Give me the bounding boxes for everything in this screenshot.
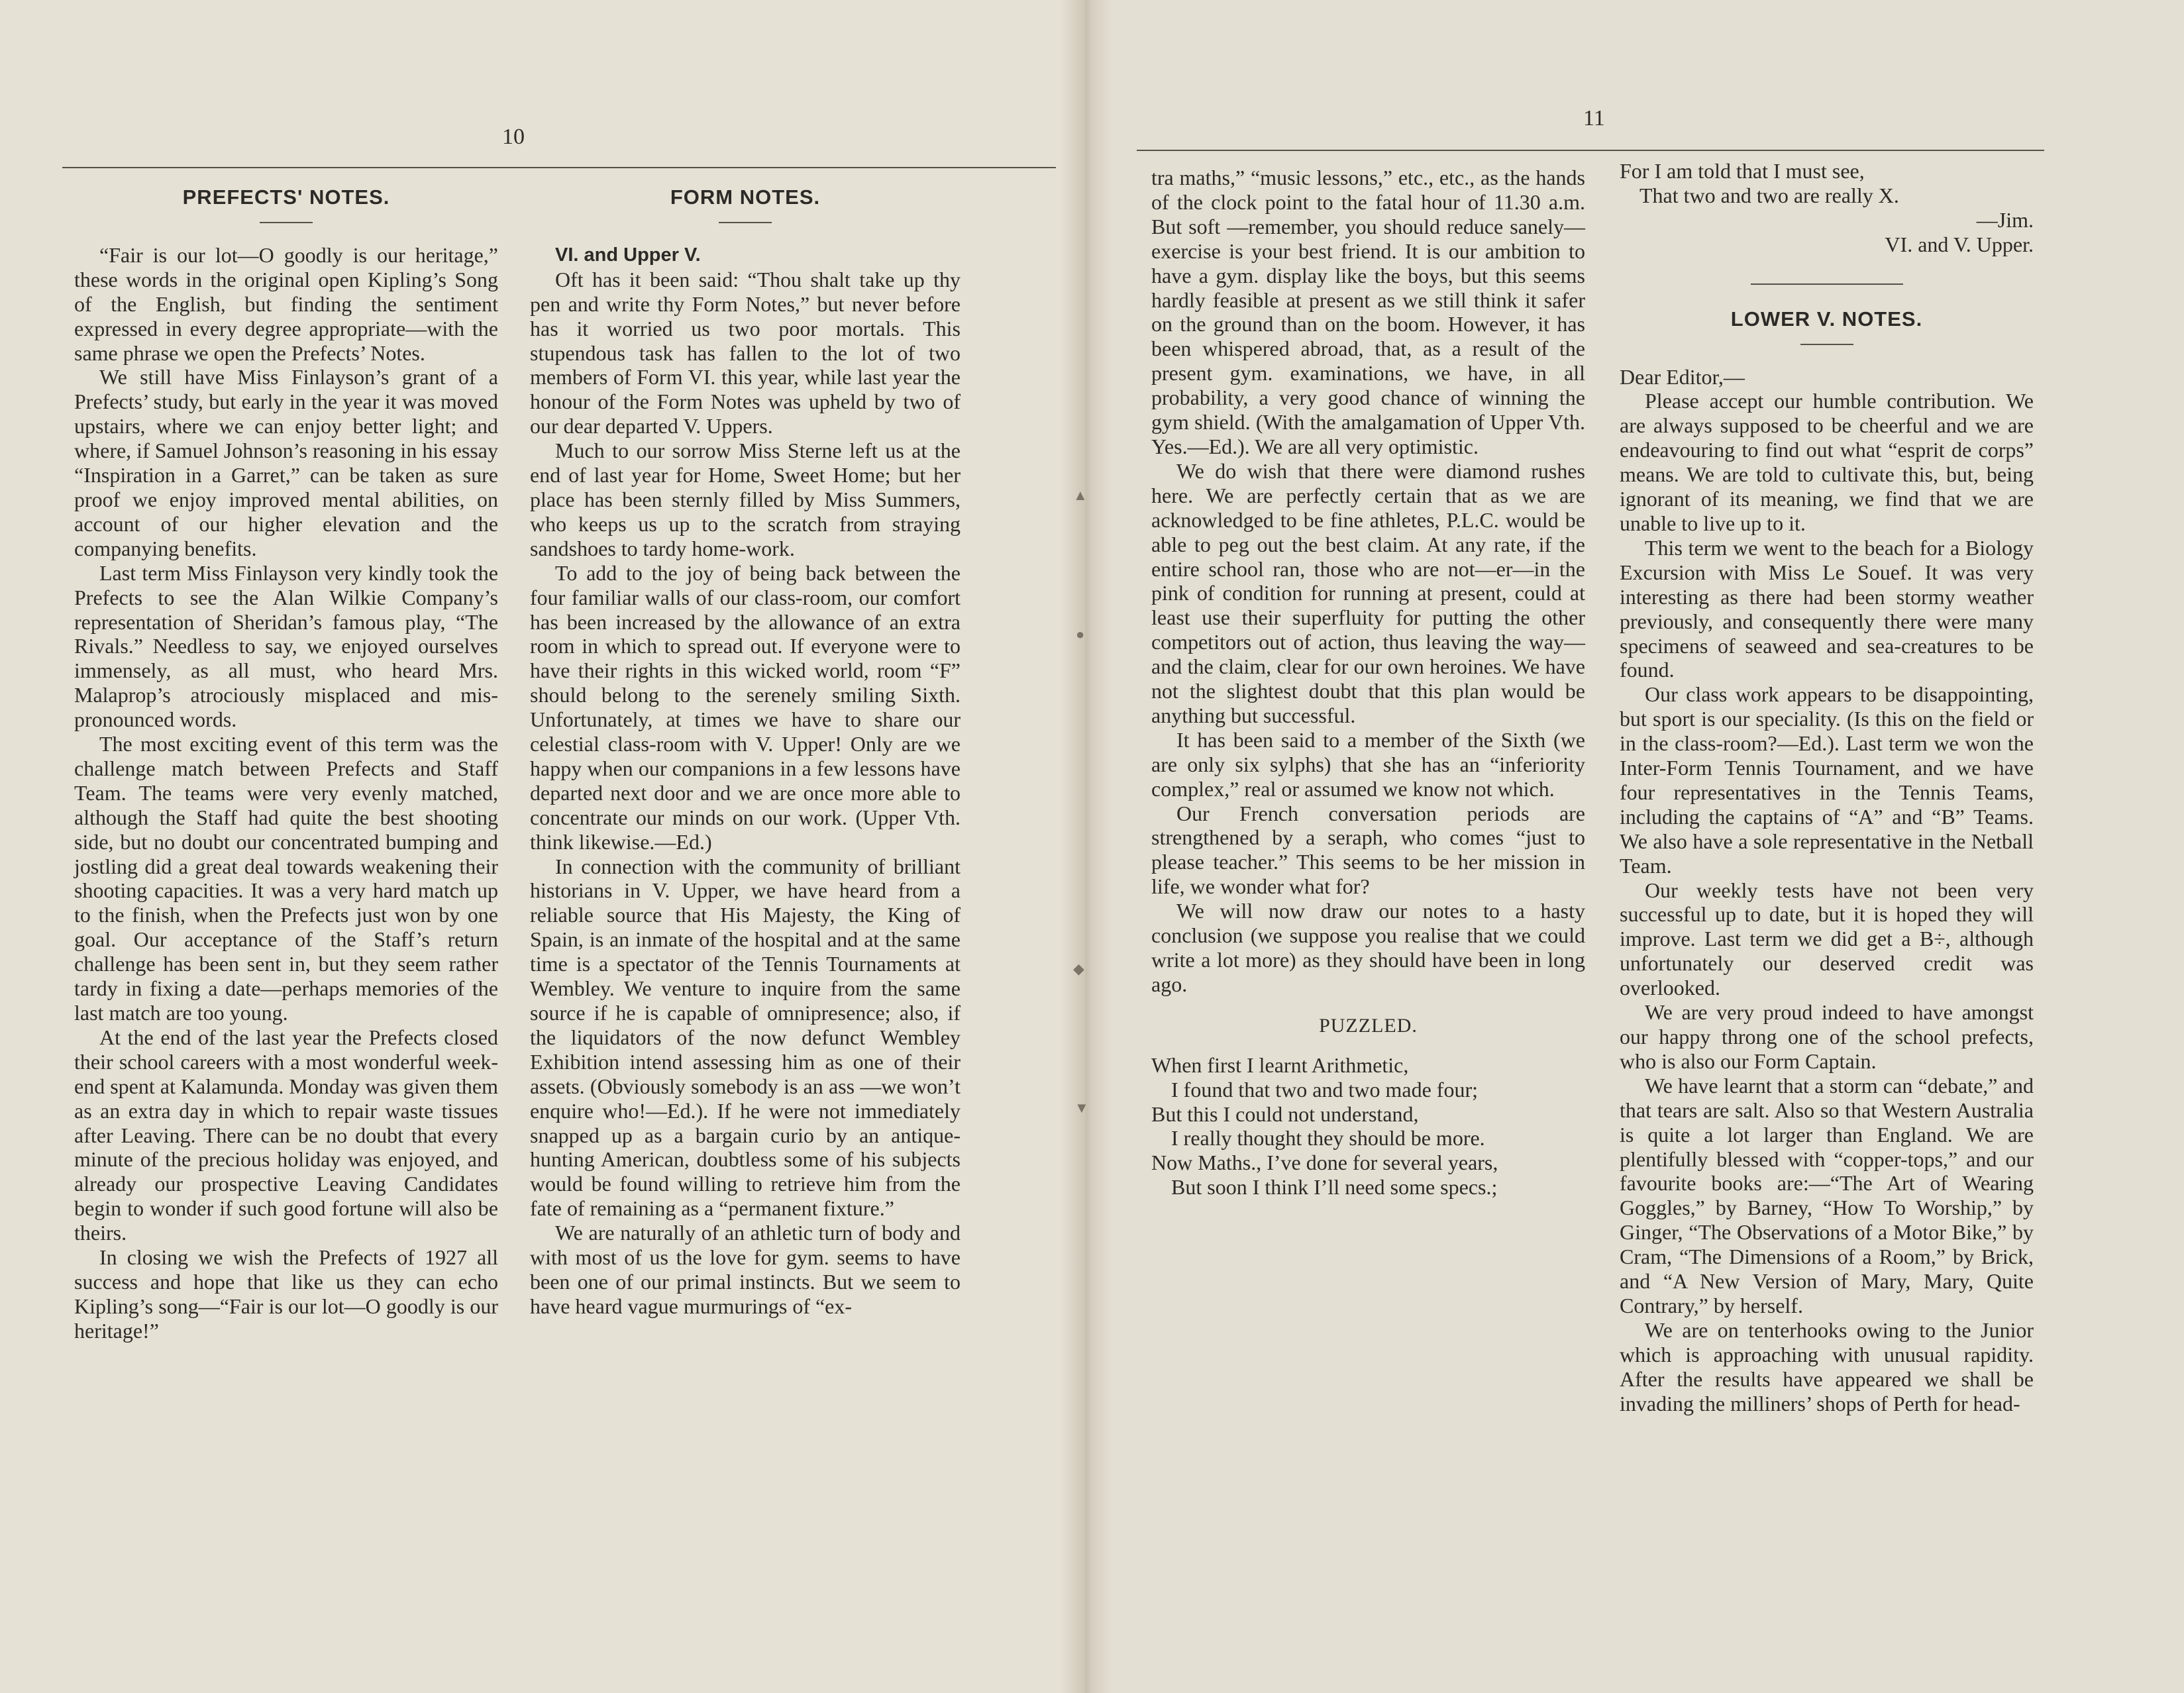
binding-mark: ◆ <box>1073 960 1084 977</box>
poem-line: But soon I think I’ll need some specs.; <box>1171 1175 1498 1200</box>
salutation: Dear Editor,— <box>1620 364 1745 389</box>
form-paragraph: We will now draw our notes to a hasty conclusion (we suppose you realise that we could write a lot more) as they should have been in long ago. <box>1151 899 1585 996</box>
right-column-2 <box>1620 159 2034 1416</box>
binding-mark: ● <box>1076 626 1085 642</box>
poem-line: I really thought they should be more. <box>1171 1126 1485 1151</box>
poem-continued <box>1620 159 2034 208</box>
page-number-right: 11 <box>1583 106 1605 130</box>
header-rule-right <box>1137 150 2044 151</box>
prefects-paragraph: Last term Miss Finlayson very kindly took the Prefects to see the Alan Wilkie Company’s representation of Sheridan’s famous play, “The Rivals.” Needless to say, we enjoyed ourselves immensely, as all must, who heard Mrs. Malaprop’s atrociously misplaced and mis-pronounced words. <box>74 560 498 732</box>
section-separator <box>1751 283 1903 285</box>
poem-line: That two and two are really X. <box>1639 183 1899 207</box>
lower-v-paragraph: We are on tenterhooks owing to the Junior which is approaching with unusual rapidity. After the results have appeared we shall be invading the milliners’ shops of Perth for head- <box>1620 1317 2034 1415</box>
poem-line: I found that two and two made four; <box>1171 1077 1478 1102</box>
form-paragraph: It has been said to a member of the Sixth (we are only six sylphs) that she has an “inferiority complex,” real or assumed we know not which. <box>1151 727 1585 801</box>
lower-v-paragraph: Our class work appears to be disappointing, but sport is our speciality. (Is this on the field or in the class-room?—Ed.). Last term we won the Inter-Form Tennis Tournament, and we have four representatives in the Tennis Teams, including the captains of “A” and “B” Teams. We also have a sole representative in the Netball Team. <box>1620 682 2034 878</box>
form-notes-column <box>530 185 961 1319</box>
right-column-1 <box>1151 166 1585 1200</box>
lower-v-paragraph: This term we went to the beach for a Biology Excursion with Miss Le Souef. It was very interesting as there had been stormy weather previously, and consequently there were many specimens of seaweed and sea-creatures to be found. <box>1620 535 2034 682</box>
form-paragraph: Oft has it been said: “Thou shalt take up thy pen and write thy Form Notes,” but never before has it worried us two poor mortals. This stupendous task has fallen to the lot of two members of Form VI. this year, while last year the honour of the Form Notes was upheld by two of our dear departed V. Uppers. <box>530 267 961 438</box>
poem <box>1151 1053 1585 1200</box>
signature-form: VI. and V. Upper. <box>1885 232 2034 256</box>
lower-v-paragraph: Please accept our humble contribution. We are always supposed to be cheerful and we are endeavouring to find out what “esprit de corps” means. We are told to cultivate this, but, being ignorant of its meaning, we find that we are unable to live up to it. <box>1620 389 2034 535</box>
poem-line: Now Maths., I’ve done for several years, <box>1151 1151 1498 1175</box>
lower-v-paragraph: We are very proud indeed to have amongst our happy throng one of the school prefects, who is also our Form Captain. <box>1620 1000 2034 1073</box>
form-paragraph: To add to the joy of being back between the four familiar walls of our class-room, our comfort has been increased by the allowance of an extra room in which to spread out. If everyone were to have their rights in this wicked world, room “F” should belong to the serenely smiling Sixth. Unfortunately, at times we have to share our celestial class-room with V. Upper! Only are we happy when our companions in a few lessons have departed next door and we are once more able to concentrate our minds on our work. (Upper Vth. think likewise.—Ed.) <box>530 560 961 854</box>
binding-mark: ▲ <box>1073 487 1088 503</box>
title-dash <box>260 222 313 223</box>
lower-v-paragraph: Our weekly tests have not been very successful up to date, but it is hoped they will improve. Last term we did get a B÷, although unfortunately our deserved credit was overlooked. <box>1620 878 2034 1000</box>
poem-title: PUZZLED. <box>1319 1014 1418 1037</box>
form-paragraph: We are naturally of an athletic turn of body and with most of us the love for gym. seems to have been one of our primal instincts. But we seem to have heard vague murmurings of “ex- <box>530 1221 961 1318</box>
book-gutter <box>1060 0 1113 1693</box>
prefects-notes-title: PREFECTS' NOTES. <box>182 185 390 209</box>
page-number-left: 10 <box>502 125 525 149</box>
header-rule-left <box>62 167 1056 168</box>
form-paragraph: Our French conversation periods are strengthened by a seraph, who comes “just to please teacher.” This seems to be her mission in life, we wonder what for? <box>1151 801 1585 899</box>
prefects-paragraph: We still have Miss Finlayson’s grant of a Prefects’ study, but early in the year it was moved upstairs, where we can enjoy better light; and where, if Samuel Johnson’s reasoning in his essay “Inspiration in a Garret,” can be taken as sure proof we enjoy improved mental abilities, on account of our higher elevation and the companying benefits. <box>74 365 498 560</box>
form-subheading: VI. and Upper V. <box>555 244 701 266</box>
form-paragraph: In connection with the community of brilliant historians in V. Upper, we have heard from a reliable source that His Majesty, the King of Spain, is an inmate of the hospital and at the same time is a spectator of the Tennis Tournaments at Wembley. We venture to inquire from the same source if he is capable of omnipresence; also, if the liquidators of the now defunct Wembley Exhibition intend assessing him as one of their assets. (Obviously somebody is an ass —we won’t enquire who!—Ed.). If he were not immediately snapped up as a bargain curio by an antique-hunting American, doubtless some of his subjects would be found willing to retrieve him from the fate of remaining as a “permanent fixture.” <box>530 854 961 1221</box>
poem-line: But this I could not understand, <box>1151 1102 1419 1126</box>
prefects-paragraph: At the end of the last year the Prefects closed their school careers with a most wonderful week-end spent at Kalamunda. Monday was given them as an extra day in which to repair waste tissues after Leaving. There can be no doubt that every minute of the precious holiday was enjoyed, and already our prospective Leaving Candidates begin to wonder if such good fortune will also be theirs. <box>74 1025 498 1245</box>
poem-line: When first I learnt Arithmetic, <box>1151 1052 1409 1077</box>
title-dash <box>719 222 772 223</box>
continuation-paragraph: tra maths,” “music lessons,” etc., etc., as the hands of the clock point to the fatal hour of 11.30 a.m. But soft —remember, you should reduce sanely—exercise is your best friend. It is our ambition to have a gym. display like the boys, but this seems hardly feasible at present as we still think it safer on the ground than on the boom. However, it has been whispered abroad, that, as a result of the present gym. examinations, we have, in all probability, a very good chance of winning the gym shield. (With the amalgamation of Upper Vth. Yes.—Ed.). We are all very optimistic. <box>1151 166 1585 458</box>
lower-v-paragraph: We have learnt that a storm can “debate,” and that tears are salt. Also so that Western Australia is quite a lot larger than England. We are plentifully blessed with “copper-tops,” and our favourite books are:—“The Art of Wearing Goggles,” by Barney, “How To Worship,” by Ginger, “The Observations of a Motor Bike,” by Cram, “The Dimensions of a Room,” by Brick, and “A New Version of Mary, Mary, Quite Contrary,” by herself. <box>1620 1073 2034 1317</box>
form-paragraph: Much to our sorrow Miss Sterne left us at the end of last year for Home, Sweet Home; but her place has been sternly filled by Miss Summers, who keeps us up to the scratch from straying sandshoes to tardy home-work. <box>530 438 961 560</box>
lower-v-notes-title: LOWER V. NOTES. <box>1730 307 1923 331</box>
title-dash <box>1800 344 1853 345</box>
form-paragraph: We do wish that there were diamond rushes here. We are perfectly certain that as we are acknowledged to be fine athletes, P.L.C. would be able to peg out the best claim. At any rate, if the entire school ran, those who are not—er—in the pink of condition for running at present, could at least use their superfluity for putting the other competitors out of action, thus leaving the way—and the claim, clear for our own heroines. We have not the slightest doubt that this plan would be anything but successful. <box>1151 458 1585 727</box>
form-notes-title: FORM NOTES. <box>670 185 821 209</box>
prefects-paragraph: The most exciting event of this term was the challenge match between Prefects and Staff Team. The teams were very evenly matched, although the Staff had quite the best shooting side, but no doubt our concentrated bumping and jostling did a great deal towards weakening their shooting capacities. It was a very hard match up to the finish, when the Prefects just won by one goal. Our acceptance of the Staff’s return challenge has been sent in, but they seem rather tardy in fixing a date—perhaps memories of the last match are too young. <box>74 732 498 1025</box>
prefects-notes-column <box>74 185 498 1343</box>
binding-mark: ▼ <box>1074 1100 1089 1116</box>
signature-jim: —Jim. <box>1976 207 2034 232</box>
poem-line: For I am told that I must see, <box>1620 159 1865 183</box>
prefects-paragraph: In closing we wish the Prefects of 1927 all success and hope that like us they can echo Kipling’s song—“Fair is our lot—O goodly is our heritage!” <box>74 1245 498 1343</box>
prefects-paragraph: “Fair is our lot—O goodly is our heritage,” these words in the original open Kipling’s Song of the English, but finding the sentiment expressed in every degree appropriate—with the same phrase we open the Prefects’ Notes. <box>74 242 498 365</box>
